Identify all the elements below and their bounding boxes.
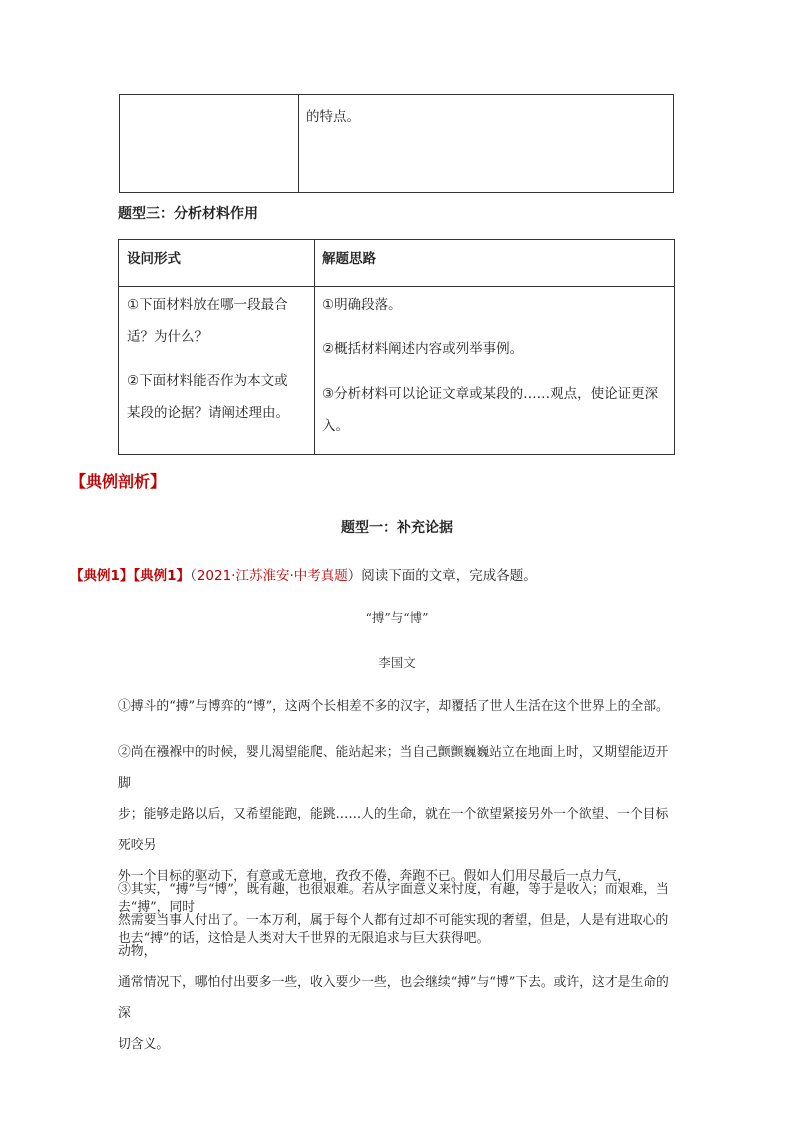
example-tag: 【典例1】 [70,568,134,584]
question-form-2-line2: 某段的论据？请阐述理由。 [127,405,289,421]
approach-step-2: ②概括材料阐述内容或列举事例。 [322,341,524,357]
paragraph-3 [118,874,678,1060]
question-form-2-line1: ②下面材料能否作为本文或 [127,373,288,389]
section-title: 【典例剖析】 [70,472,167,491]
table-cell: 的特点。 [306,109,360,125]
example-source: 2021·江苏淮安·中考真题 [196,568,348,584]
paragraph-2-line: ②尚在襁褓中的时候，婴儿渴望能爬、能站起来；当自己颤颤巍巍站立在地面上时，又期望能迈开脚 [118,745,669,791]
paragraph-3-line: 然需要当事人付出了。一本万利，属于每个人都有过却不可能实现的奢望，但是，人是有进取心的动物， [118,913,669,959]
paragraph-2-line: 步；能够走路以后，又希望能跑，能跳……人的生命，就在一个欲望紧接另外一个欲望、一个目标死咬另 [118,807,669,853]
paragraph-2-line: 外一个目标的驱动下，有意或无意地，孜孜不倦，奔跑不已。假如人们用尽最后一点力气，去“搏”，同时 [118,869,630,915]
table-header-question-form: 设问形式 [127,251,181,267]
paragraph-1: ①搏斗的“搏”与博弈的“博”，这两个长相差不多的汉字，却覆括了世人生活在这个世界上的全部。 [118,699,669,714]
question-form-1-line1: ①下面材料放在哪一段最合 [127,297,288,313]
approach-step-1: ①明确段落。 [322,297,402,313]
type3-table [118,239,675,455]
source-close-paren: ） [347,568,362,584]
example-line [70,564,537,584]
paragraph-3-line: ③其实，“搏”与“博”，既有趣，也很艰难。若从字面意义来忖度，有趣，等于是收入；而艰难，当 [118,882,669,897]
subtitle: 题型一：补充论据 [341,520,453,536]
article-author: 李国文 [378,655,416,670]
table-header-solution-approach: 解题思路 [322,251,376,267]
approach-step-3-line1: ③分析材料可以论证文章或某段的……观点，使论证更深 [322,386,659,402]
paragraph-3-line: 通常情况下，哪怕付出要多一些，收入要少一些，也会继续“搏”与“博”下去。或许，这才是生命的深 [118,975,669,1021]
top-table [119,94,674,193]
paragraph-2-line: 也去“搏”的话，这恰是人类对大千世界的无限追求与巨大获得吧。 [118,931,490,946]
paragraph-3-line: 切含义。 [118,1037,170,1052]
table-column-divider [314,240,315,454]
example-tag: 【典例1】 [133,568,191,584]
approach-step-3-line2: 入。 [322,418,349,434]
source-open-paren: （ [190,568,197,584]
table-header-divider [119,286,674,287]
table-column-divider [298,95,299,192]
question-form-1-line2: 适？为什么？ [127,329,208,345]
article-title: “搏”与“博” [365,610,429,625]
type3-heading: 题型三：分析材料作用 [118,206,258,222]
example-instruction: 阅读下面的文章，完成各题。 [361,568,537,584]
